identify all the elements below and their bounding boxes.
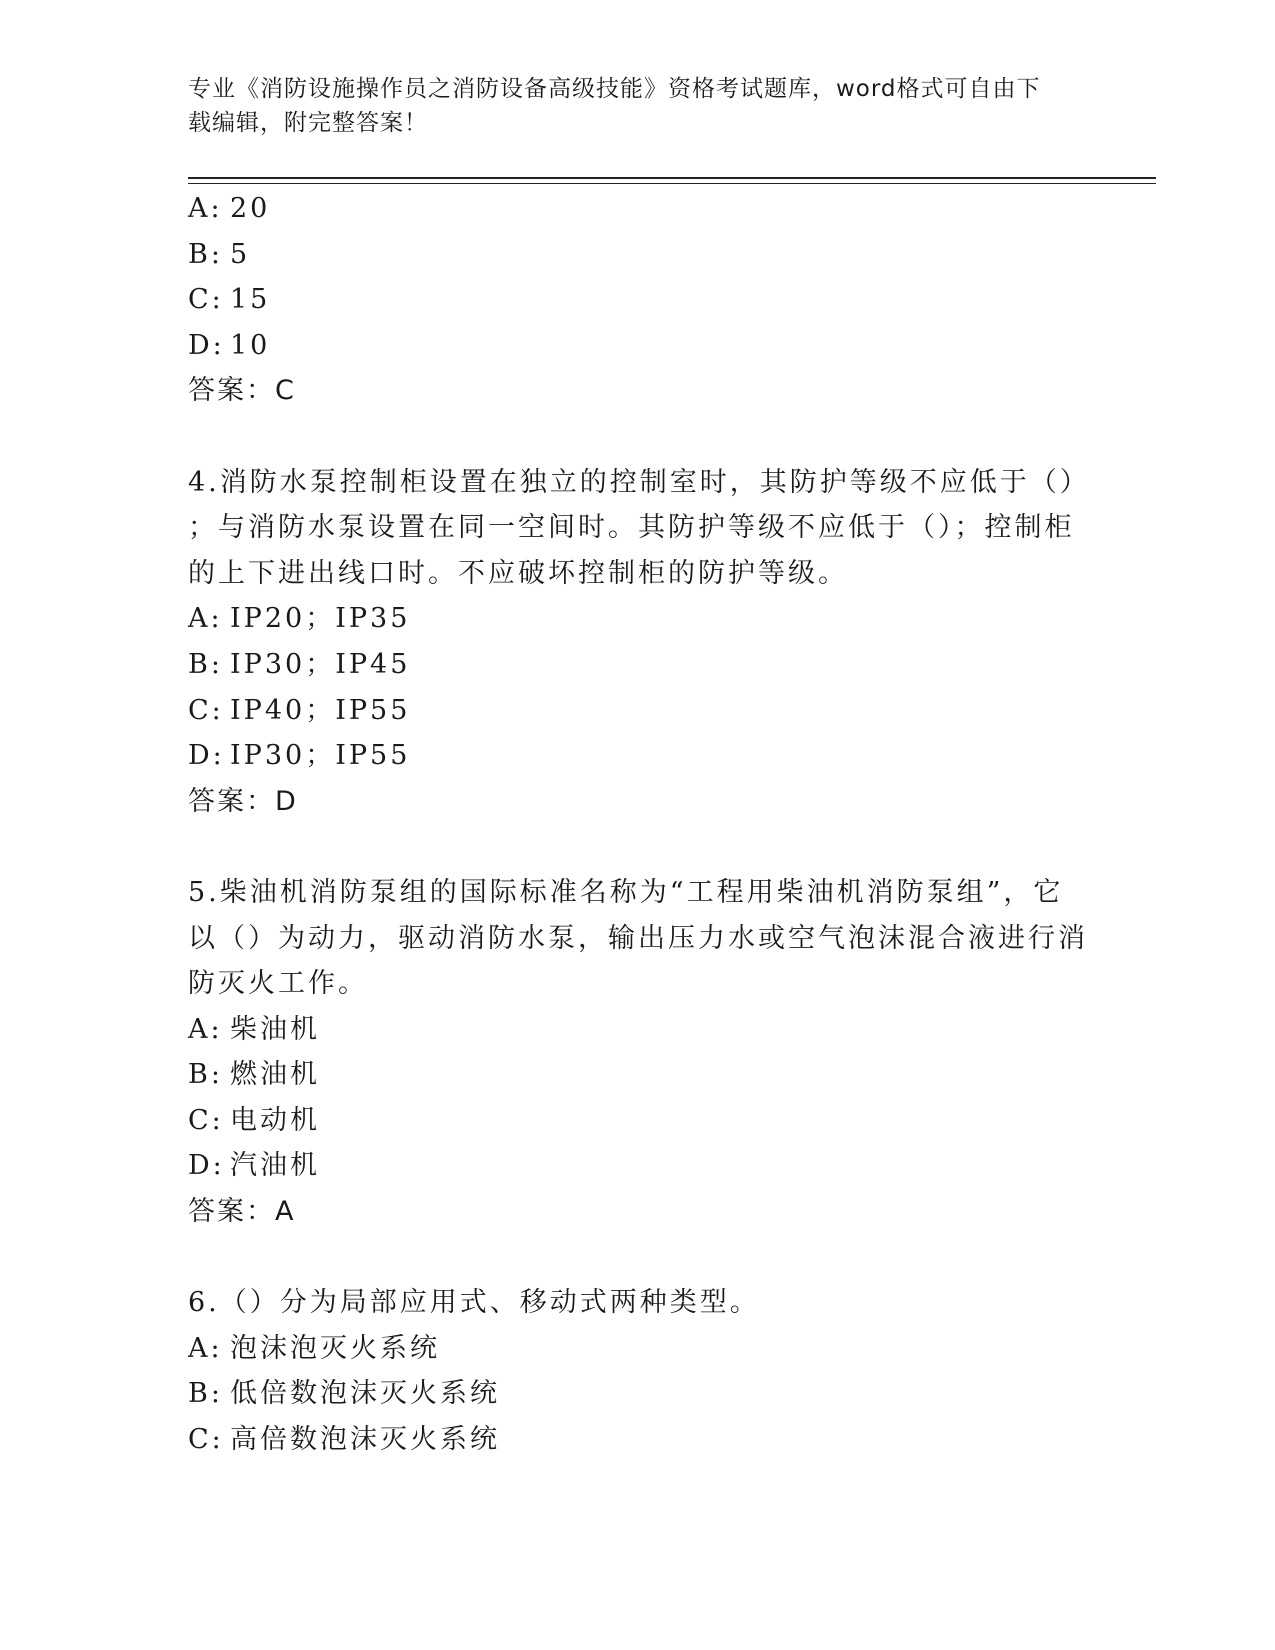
option-b: B: IP30；IP45: [188, 648, 411, 680]
question-stem: 4.消防水泵控制柜设置在独立的控制室时，其防护等级不应低于（）: [188, 466, 1090, 498]
spacer: [188, 824, 1068, 870]
header-line-2: 载编辑，附完整答案！: [188, 110, 428, 136]
option-a: A: 泡沫泡灭火系统: [188, 1332, 440, 1364]
option-c: C: IP40；IP55: [188, 694, 411, 726]
option-c: C: 电动机: [188, 1104, 320, 1136]
option-c: C: 15: [188, 284, 271, 316]
question-stem: 防灭火工作。: [188, 968, 368, 1000]
question-6: [188, 1280, 1068, 1462]
question-stem: 6.（）分为局部应用式、移动式两种类型。: [188, 1287, 760, 1319]
answer-line: 答案：D: [188, 785, 298, 817]
spacer: [188, 1235, 1068, 1281]
header-rule-thick: [188, 177, 1156, 179]
option-c: C: 高倍数泡沫灭火系统: [188, 1424, 500, 1456]
option-b: B: 5: [188, 238, 251, 270]
document-header: [188, 72, 1058, 140]
question-4: [188, 460, 1090, 825]
option-a: A: IP20；IP35: [188, 603, 411, 635]
question-stem: ；与消防水泵设置在同一空间时。其防护等级不应低于（）；控制柜: [188, 512, 1075, 544]
question-list: [188, 186, 1090, 1463]
answer-line: 答案：A: [188, 1196, 296, 1228]
header-line-1: 专业《消防设施操作员之消防设备高级技能》资格考试题库，word格式可自由下: [188, 76, 1041, 102]
question-stem: 以（）为动力，驱动消防水泵，输出压力水或空气泡沫混合液进行消: [188, 922, 1088, 954]
option-a: A: 柴油机: [188, 1013, 320, 1045]
question-5: [188, 870, 1088, 1235]
answer-line: 答案：C: [188, 375, 296, 407]
option-d: D: 10: [188, 329, 271, 361]
option-d: D: IP30；IP55: [188, 740, 411, 772]
option-d: D: 汽油机: [188, 1150, 320, 1182]
header-rule-thin: [188, 183, 1156, 184]
option-a: A: 20: [188, 193, 271, 224]
question-stem: 5.柴油机消防泵组的国际标准名称为“工程用柴油机消防泵组”，它: [188, 876, 1064, 908]
question-stem: 的上下进出线口时。不应破坏控制柜的防护等级。: [188, 557, 848, 589]
spacer: [188, 414, 1068, 460]
option-b: B: 燃油机: [188, 1059, 320, 1091]
question-3: [188, 186, 1068, 414]
option-b: B: 低倍数泡沫灭火系统: [188, 1378, 500, 1410]
